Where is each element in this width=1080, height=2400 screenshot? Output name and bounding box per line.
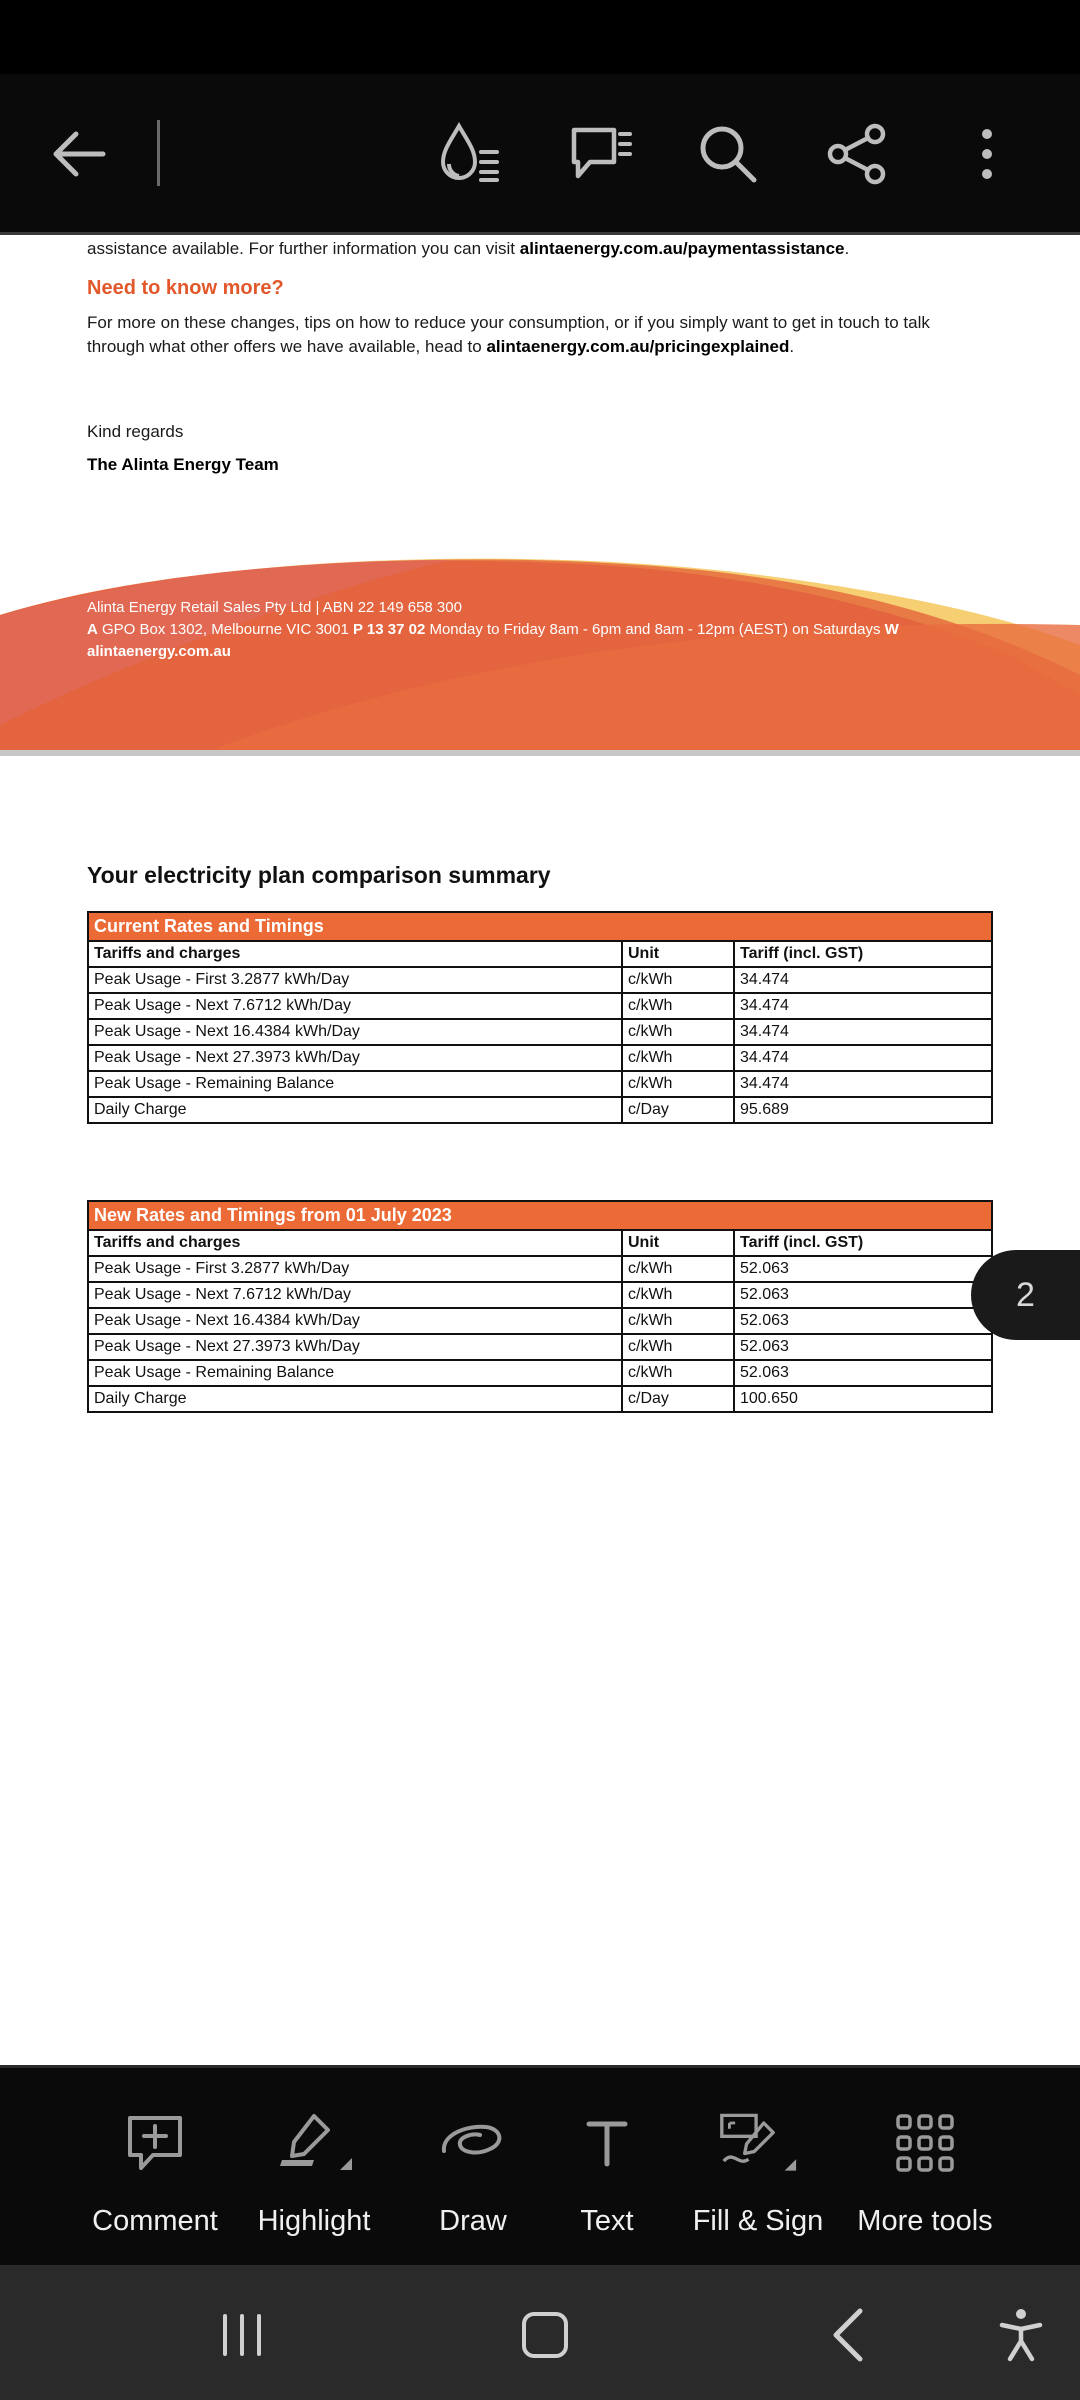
- tariff-value: 100.650: [734, 1386, 992, 1412]
- tariff-name: Peak Usage - Next 7.6712 kWh/Day: [88, 993, 622, 1019]
- table-row: [88, 1045, 992, 1071]
- tariff-name: Peak Usage - First 3.2877 kWh/Day: [88, 967, 622, 993]
- table-row: [88, 1097, 992, 1123]
- tool-more-tools[interactable]: [845, 2088, 1005, 2258]
- share-icon[interactable]: [817, 114, 897, 194]
- tool-draw[interactable]: [393, 2088, 553, 2258]
- table-row: [88, 993, 992, 1019]
- tool-label: Draw: [439, 2205, 507, 2237]
- tool-highlight[interactable]: [234, 2088, 394, 2258]
- column-header: Tariffs and charges: [88, 1230, 622, 1256]
- page-number-indicator[interactable]: 2: [971, 1250, 1080, 1340]
- tariff-name: Peak Usage - Remaining Balance: [88, 1360, 622, 1386]
- tariff-value: 95.689: [734, 1097, 992, 1123]
- column-header: Unit: [622, 1230, 734, 1256]
- need-to-know-line2: through what other offers we have available, head to alintaenergy.com.au/pricingexplained.: [87, 337, 795, 356]
- more-vertical-icon[interactable]: [947, 114, 1027, 194]
- tariff-name: Daily Charge: [88, 1097, 622, 1123]
- draw-loop-icon: [433, 2103, 513, 2183]
- tariff-value: 52.063: [734, 1256, 992, 1282]
- tariff-name: Peak Usage - Next 16.4384 kWh/Day: [88, 1019, 622, 1045]
- home-icon[interactable]: [505, 2295, 585, 2375]
- back-chevron-icon[interactable]: [808, 2295, 888, 2375]
- back-arrow-icon[interactable]: [38, 114, 118, 194]
- tariff-unit: c/kWh: [622, 1334, 734, 1360]
- tariff-unit: c/kWh: [622, 1256, 734, 1282]
- pricing-explained-link[interactable]: alintaenergy.com.au/pricingexplained: [486, 337, 790, 356]
- tool-label: Highlight: [257, 2205, 371, 2237]
- recent-apps-icon[interactable]: [202, 2295, 282, 2375]
- tool-comment[interactable]: [75, 2088, 235, 2258]
- tariff-value: 52.063: [734, 1308, 992, 1334]
- column-header: Tariff (incl. GST): [734, 1230, 992, 1256]
- pdf-document-view[interactable]: [0, 235, 1080, 2065]
- tariff-unit: c/kWh: [622, 1071, 734, 1097]
- liquid-mode-icon[interactable]: [430, 114, 510, 194]
- kind-regards-text: Kind regards: [87, 422, 184, 441]
- tariff-name: Peak Usage - Remaining Balance: [88, 1071, 622, 1097]
- table-row: [88, 1071, 992, 1097]
- tool-label: Text: [580, 2205, 634, 2237]
- tool-label: More tools: [857, 2205, 993, 2237]
- tool-text[interactable]: [547, 2088, 667, 2258]
- need-to-know-heading: Need to know more?: [87, 277, 284, 299]
- table-row: [88, 1256, 992, 1282]
- footer-website[interactable]: alintaenergy.com.au: [87, 643, 231, 660]
- tariff-value: 52.063: [734, 1282, 992, 1308]
- comment-plus-icon: [115, 2103, 195, 2183]
- tariff-unit: c/kWh: [622, 1360, 734, 1386]
- current-rates-table: [87, 911, 993, 1124]
- page-separator: [0, 750, 1080, 756]
- tariff-unit: c/Day: [622, 1386, 734, 1412]
- tool-fill-sign[interactable]: [678, 2088, 838, 2258]
- tariff-unit: c/kWh: [622, 1045, 734, 1071]
- footer-company-line: Alinta Energy Retail Sales Pty Ltd | ABN 22 149 658 300: [87, 599, 462, 616]
- text-t-icon: [567, 2103, 647, 2183]
- tariff-value: 34.474: [734, 967, 992, 993]
- tariff-name: Peak Usage - Next 16.4384 kWh/Day: [88, 1308, 622, 1334]
- top-toolbar: [0, 74, 1080, 234]
- table-row: [88, 1282, 992, 1308]
- system-nav-bar: [0, 2265, 1080, 2400]
- accessibility-icon[interactable]: [981, 2295, 1061, 2375]
- table-row: [88, 1360, 992, 1386]
- tariff-value: 34.474: [734, 1019, 992, 1045]
- table-row: [88, 1019, 992, 1045]
- search-icon[interactable]: [688, 114, 768, 194]
- comparison-summary-title: Your electricity plan comparison summary: [87, 862, 551, 888]
- table-row: [88, 1308, 992, 1334]
- column-header: Unit: [622, 941, 734, 967]
- tariff-unit: c/kWh: [622, 993, 734, 1019]
- tariff-name: Peak Usage - Next 27.3973 kWh/Day: [88, 1045, 622, 1071]
- tariff-value: 52.063: [734, 1360, 992, 1386]
- tariff-unit: c/kWh: [622, 967, 734, 993]
- tariff-unit: c/kWh: [622, 1019, 734, 1045]
- payment-assistance-text: assistance available. For further information you can visit alintaenergy.com.au/paymentassistance.: [87, 239, 850, 258]
- table-row: [88, 967, 992, 993]
- tariff-name: Peak Usage - Next 7.6712 kWh/Day: [88, 1282, 622, 1308]
- table-row: [88, 1334, 992, 1360]
- table-title: Current Rates and Timings: [88, 912, 992, 941]
- tariff-unit: c/Day: [622, 1097, 734, 1123]
- tariff-name: Peak Usage - Next 27.3973 kWh/Day: [88, 1334, 622, 1360]
- team-signature: The Alinta Energy Team: [87, 455, 279, 474]
- tool-label: Fill & Sign: [692, 2205, 824, 2237]
- need-to-know-line1: For more on these changes, tips on how to reduce your consumption, or if you simply want to get in touch to talk: [87, 313, 930, 332]
- table-title: New Rates and Timings from 01 July 2023: [88, 1201, 992, 1230]
- tariff-name: Peak Usage - First 3.2877 kWh/Day: [88, 1256, 622, 1282]
- status-bar: [0, 0, 1080, 74]
- footer-contact-line: A GPO Box 1302, Melbourne VIC 3001 P 13 37 02 Monday to Friday 8am - 6pm and 8am - 12pm (AEST) on Saturdays W: [87, 621, 899, 638]
- highlighter-icon: [274, 2103, 354, 2183]
- fill-sign-icon: [718, 2103, 798, 2183]
- tariff-unit: c/kWh: [622, 1282, 734, 1308]
- tariff-value: 34.474: [734, 1071, 992, 1097]
- new-rates-table: [87, 1200, 993, 1413]
- grid-dots-icon: [885, 2103, 965, 2183]
- bottom-tools-bar: [0, 2065, 1080, 2265]
- payment-assistance-link[interactable]: alintaenergy.com.au/paymentassistance: [519, 239, 845, 258]
- table-row: [88, 1386, 992, 1412]
- toolbar-divider: [157, 120, 160, 186]
- comments-list-icon[interactable]: [560, 114, 640, 194]
- tariff-value: 52.063: [734, 1334, 992, 1360]
- tariff-name: Daily Charge: [88, 1386, 622, 1412]
- tariff-value: 34.474: [734, 993, 992, 1019]
- tool-label: Comment: [92, 2205, 218, 2237]
- tariff-value: 34.474: [734, 1045, 992, 1071]
- tariff-unit: c/kWh: [622, 1308, 734, 1334]
- column-header: Tariffs and charges: [88, 941, 622, 967]
- column-header: Tariff (incl. GST): [734, 941, 992, 967]
